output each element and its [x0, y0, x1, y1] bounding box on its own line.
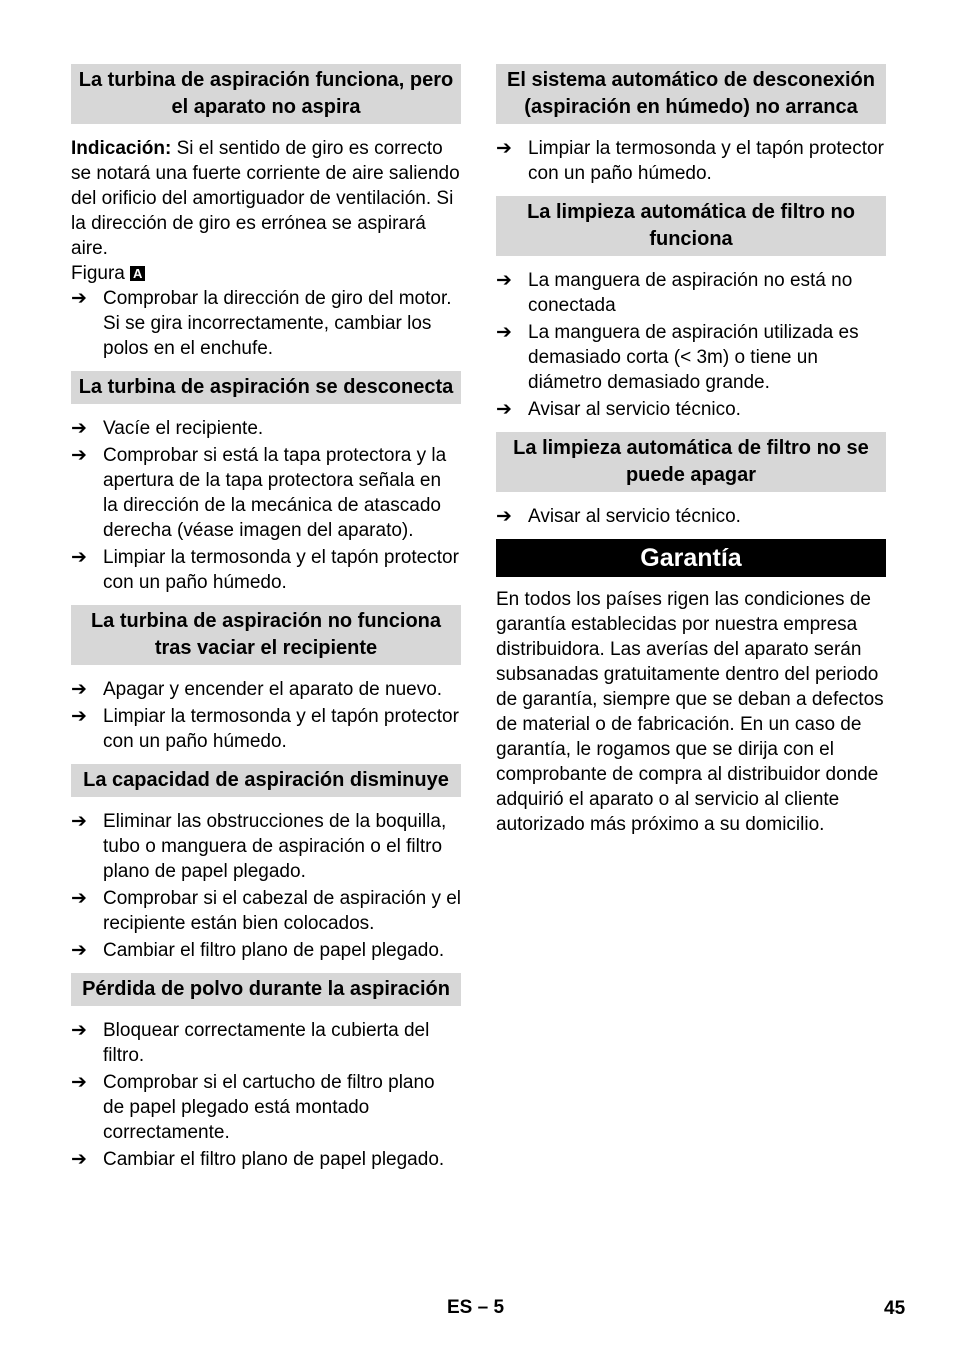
list-item: ➔ Limpiar la termosonda y el tapón protector con un paño húmedo.	[496, 138, 884, 184]
right-arrow-icon: ➔	[71, 706, 87, 727]
list-item: ➔ Eliminar las obstrucciones de la boquilla, tubo o manguera de aspiración o el filtro plano de papel plegado.	[71, 811, 447, 882]
right-arrow-icon: ➔	[71, 445, 87, 466]
right-arrow-icon: ➔	[71, 1149, 87, 1170]
right-arrow-icon: ➔	[496, 506, 512, 527]
right-arrow-icon: ➔	[496, 270, 512, 291]
list-item: ➔ Limpiar la termosonda y el tapón protector con un paño húmedo.	[71, 706, 459, 752]
section-heading: Pérdida de polvo durante la aspiración	[71, 973, 461, 1006]
section-heading: La limpieza automática de filtro no se puede apagar	[496, 432, 886, 492]
list-item: ➔ Vacíe el recipiente.	[71, 418, 264, 439]
list-item: ➔ Comprobar si el cartucho de filtro plano de papel plegado está montado correctamente.	[71, 1072, 435, 1143]
list-item: ➔ La manguera de aspiración no está no conectada	[496, 270, 853, 316]
section-heading: La turbina de aspiración se desconecta	[71, 371, 461, 404]
section-turbine-after-emptying	[71, 605, 461, 754]
right-arrow-icon: ➔	[71, 811, 87, 832]
right-arrow-icon: ➔	[71, 940, 87, 961]
list-item: ➔ Limpiar la termosonda y el tapón protector con un paño húmedo.	[71, 547, 459, 593]
warranty-heading: Garantía	[496, 539, 886, 577]
left-column	[71, 64, 461, 1182]
section-heading: El sistema automático de desconexión (aspiración en húmedo) no arranca	[496, 64, 886, 124]
list-item: ➔ Comprobar la dirección de giro del motor. Si se gira incorrectamente, cambiar los polos en el enchufe.	[71, 288, 452, 359]
right-arrow-icon: ➔	[71, 547, 87, 568]
page-number: 45	[884, 1298, 906, 1319]
list-item: ➔ Avisar al servicio técnico.	[496, 399, 741, 420]
right-arrow-icon: ➔	[496, 322, 512, 343]
list-item: ➔ Comprobar si el cabezal de aspiración y el recipiente están bien colocados.	[71, 888, 462, 934]
list-item: ➔ La manguera de aspiración utilizada es demasiado corta (< 3m) o tiene un diámetro demasiado grande.	[496, 322, 859, 393]
note-label: Indicación:	[71, 138, 172, 159]
footer-section-label: ES – 5	[447, 1297, 505, 1318]
right-arrow-icon: ➔	[496, 399, 512, 420]
right-arrow-icon: ➔	[71, 1020, 87, 1041]
section-filter-cleaning-not-working	[496, 196, 886, 422]
section-suction-decreases	[71, 764, 461, 963]
right-arrow-icon: ➔	[71, 288, 87, 309]
section-auto-shutoff	[496, 64, 886, 186]
note-paragraph	[71, 136, 461, 261]
list-item: ➔ Cambiar el filtro plano de papel plegado.	[71, 1149, 445, 1170]
list-item: ➔ Apagar y encender el aparato de nuevo.	[71, 679, 443, 700]
section-turbine-disconnects	[71, 371, 461, 595]
warranty-paragraph: En todos los países rigen las condiciones de garantía establecidas por nuestra empresa distribuidora. Las averías del aparato serán subsanadas gratuitamente dentro del periodo de garantía, siempre que se deban a defectos de material o de fabricación. En un caso de garantía, le rogamos que se dirija con el comprobante de compra al distribuidor donde adquirió el aparato o al servicio al cliente autorizado más próximo a su domicilio.	[496, 589, 884, 835]
section-warranty	[496, 539, 886, 837]
right-arrow-icon: ➔	[71, 679, 87, 700]
list-item: ➔ Cambiar el filtro plano de papel plegado.	[71, 940, 445, 961]
right-column	[496, 64, 886, 837]
right-arrow-icon: ➔	[71, 1072, 87, 1093]
section-heading: La limpieza automática de filtro no funciona	[496, 196, 886, 256]
right-arrow-icon: ➔	[71, 418, 87, 439]
list-item: ➔ Bloquear correctamente la cubierta del filtro.	[71, 1020, 430, 1066]
section-turbine-no-suction	[71, 64, 461, 361]
note-text: Si el sentido de giro es correcto se notará una fuerte corriente de aire saliendo del orificio del amortiguador de ventilación. Si la dirección de giro es errónea se aspirará aire.	[71, 138, 460, 259]
section-filter-cleaning-cannot-stop	[496, 432, 886, 529]
list-item: ➔ Comprobar si está la tapa protectora y la apertura de la tapa protectora señala en la dirección de la mecánica de atascado derecha (véase imagen del aparato).	[71, 445, 447, 541]
right-arrow-icon: ➔	[71, 888, 87, 909]
section-heading: La capacidad de aspiración disminuye	[71, 764, 461, 797]
right-arrow-icon: ➔	[496, 138, 512, 159]
figure-label: Figura	[71, 263, 125, 284]
section-heading: La turbina de aspiración funciona, pero el aparato no aspira	[71, 64, 461, 124]
figure-ref-badge: A	[130, 266, 145, 281]
section-dust-loss	[71, 973, 461, 1172]
figure-reference	[71, 261, 461, 286]
list-item: ➔ Avisar al servicio técnico.	[496, 506, 741, 527]
section-heading: La turbina de aspiración no funciona tras vaciar el recipiente	[71, 605, 461, 665]
